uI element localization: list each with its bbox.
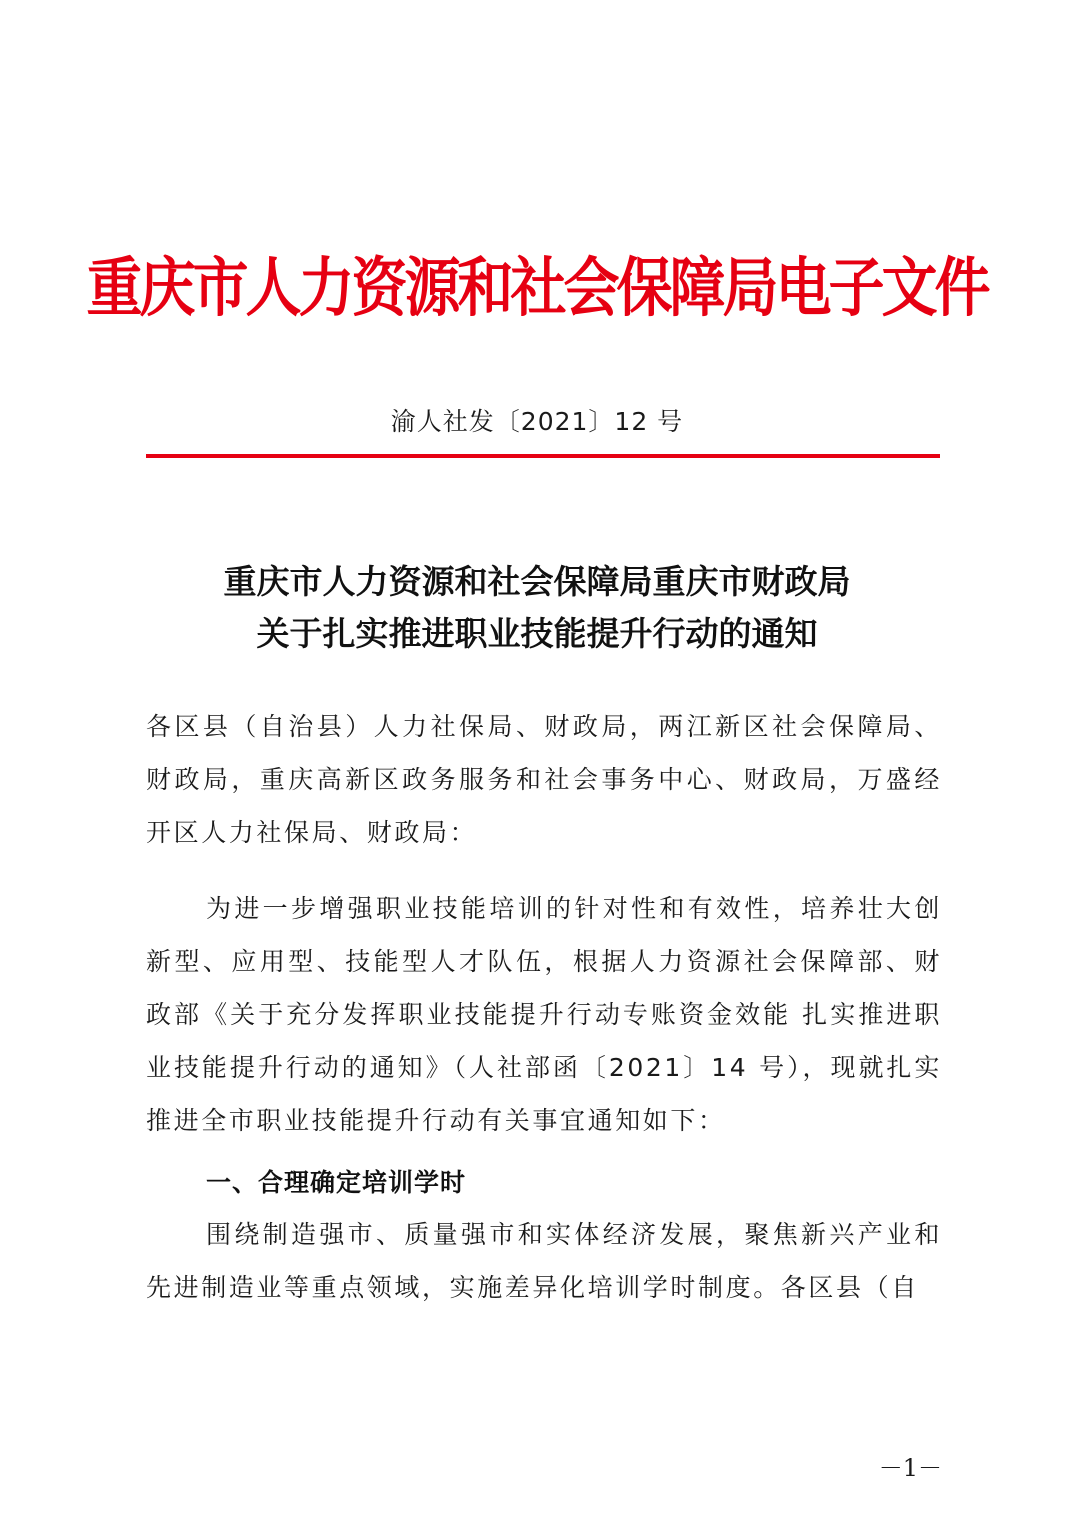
issuing-authority-header: 重庆市人力资源和社会保障局电子文件 [86,250,988,326]
body-paragraph-intro: 为进一步增强职业技能培训的针对性和有效性，培养壮大创新型、应用型、技能型人才队伍，根据人力资源社会保障部、财政部《关于充分发挥职业技能提升行动专账资金效能 扎实推进职业技能提升行动的通知》（人社部函〔2021〕14 号），现就扎实推进全市职业技能提升行动有关事宜通知如下： [146,894,942,1135]
red-divider-line [146,454,940,458]
notice-title-line-2: 关于扎实推进职业技能提升行动的通知 [256,614,818,653]
page-number: －1－ [878,1454,942,1482]
section-heading-1: 一、合理确定培训学时 [206,1168,467,1197]
body-paragraph-section1: 围绕制造强市、质量强市和实体经济发展，聚焦新兴产业和先进制造业等重点领域，实施差异化培训学时制度。各区县（自 [146,1220,942,1302]
document-number: 渝人社发〔2021〕12 号 [390,407,684,436]
addressee-paragraph: 各区县（自治县）人力社保局、财政局，两江新区社会保障局、财政局，重庆高新区政务服务和社会事务中心、财政局，万盛经开区人力社保局、财政局： [146,712,942,847]
notice-title-line-1: 重庆市人力资源和社会保障局重庆市财政局 [223,562,851,601]
notice-title [0,556,1074,660]
